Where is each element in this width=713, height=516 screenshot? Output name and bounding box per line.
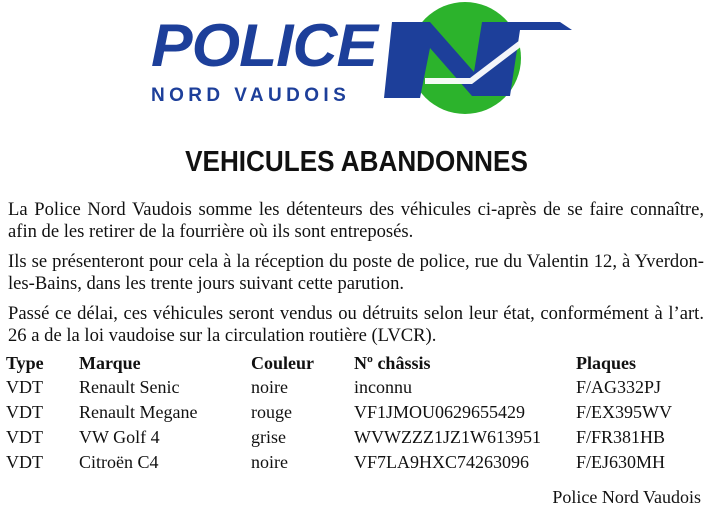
table-row (6, 375, 702, 400)
cell-marque: Citroën C4 (79, 452, 159, 472)
header-plaques: Plaques (576, 353, 637, 373)
cell-type: VDT (6, 402, 43, 422)
cell-plaques: F/AG332PJ (576, 377, 662, 397)
cell-chassis: VF1JMOU0629655429 (354, 402, 526, 422)
cell-chassis: VF7LA9HXC74263096 (354, 452, 530, 472)
table-row (6, 400, 702, 425)
cell-chassis: WVWZZZ1JZ1W613951 (354, 427, 541, 447)
cell-marque: VW Golf 4 (79, 427, 160, 447)
cell-plaques: F/EJ630MH (576, 452, 666, 472)
cell-couleur: grise (251, 427, 286, 447)
header-chassis: Nº châssis (354, 353, 431, 373)
cell-marque: Renault Megane (79, 402, 198, 422)
police-logo (0, 0, 713, 120)
logo-police-text: POLICE (151, 12, 378, 79)
cell-marque: Renault Senic (79, 377, 180, 397)
cell-chassis: inconnu (354, 377, 412, 397)
cell-plaques: F/EX395WV (576, 402, 672, 422)
cell-type: VDT (6, 452, 43, 472)
cell-couleur: noire (251, 377, 288, 397)
header-marque: Marque (79, 353, 141, 373)
cell-couleur: noire (251, 452, 288, 472)
header-couleur: Couleur (251, 353, 314, 373)
page-title: VEHICULES ABANDONNES (185, 146, 528, 178)
paragraph-deadline: Passé ce délai, ces véhicules seront vendus ou détruits selon leur état, conformément à l’art. 26 a de la loi vaudoise sur la circulation routière (LVCR). (8, 303, 704, 346)
cell-plaques: F/FR381HB (576, 427, 666, 447)
vehicles-table (6, 351, 702, 475)
paragraph-reception: Ils se présenteront pour cela à la réception du poste de police, rue du Valentin 12, à Yverdon-les-Bains, dans les trente jours suivant cette parution. (8, 251, 704, 294)
table-row (6, 425, 702, 450)
paragraph-summons: La Police Nord Vaudois somme les détenteurs des véhicules ci-après de se faire connaître, afin de les retirer de la fourrière où ils sont entreposés. (8, 199, 704, 242)
cell-type: VDT (6, 427, 43, 447)
header-type: Type (6, 353, 44, 373)
cell-couleur: rouge (251, 402, 292, 422)
logo-region-text: NORD VAUDOIS (151, 85, 351, 106)
signature: Police Nord Vaudois (552, 487, 701, 507)
table-header-row (6, 351, 702, 375)
table-row (6, 450, 702, 475)
cell-type: VDT (6, 377, 43, 397)
